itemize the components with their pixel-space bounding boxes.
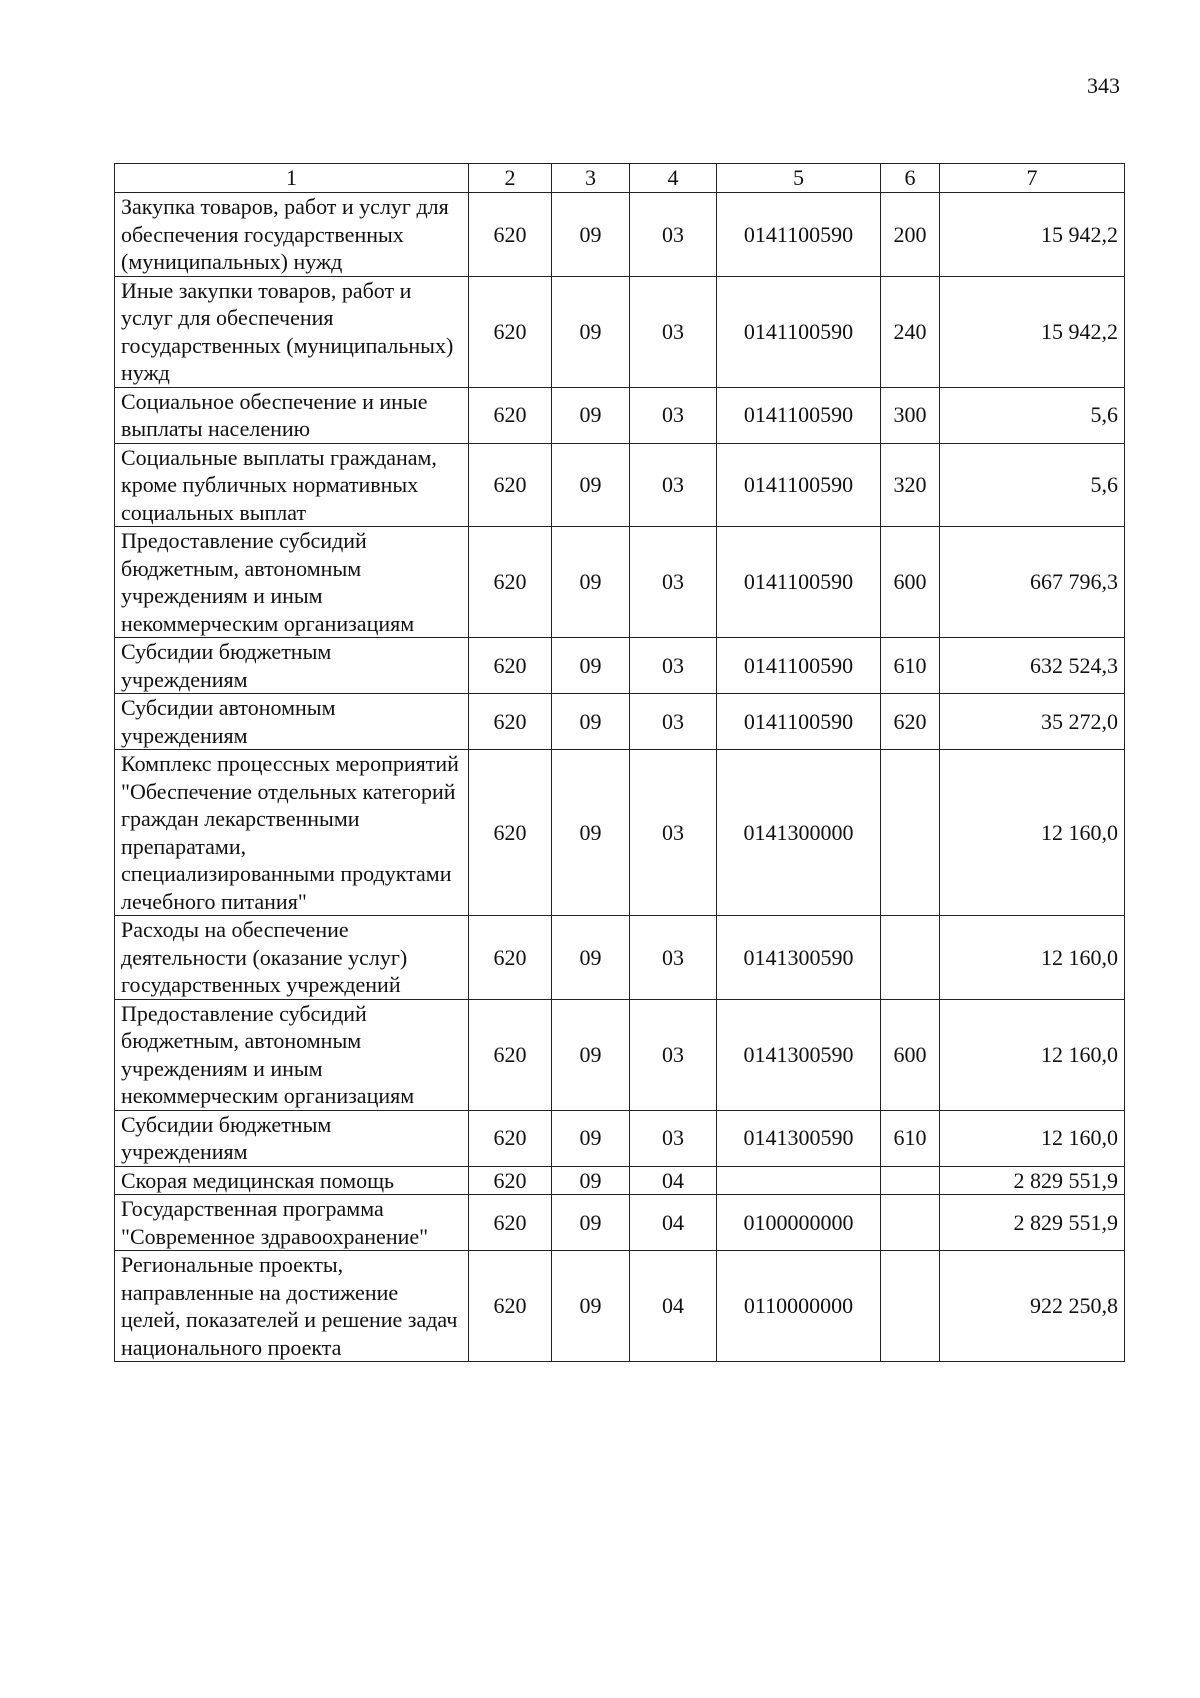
- section-code: 09: [552, 193, 630, 277]
- subsection-code: 03: [630, 443, 717, 527]
- expense-type: 320: [881, 443, 940, 527]
- ministry-code: 620: [469, 1166, 552, 1195]
- row-name: Закупка товаров, работ и услуг для обеспечения государственных (муниципальных) нужд: [115, 193, 469, 277]
- section-code: 09: [552, 999, 630, 1110]
- row-name: Социальное обеспечение и иные выплаты населению: [115, 387, 469, 443]
- target-article: 0141100590: [717, 527, 881, 638]
- table-row: [115, 638, 1125, 694]
- target-article: 0141300590: [717, 1110, 881, 1166]
- row-name: Субсидии бюджетным учреждениям: [115, 638, 469, 694]
- section-code: 09: [552, 1110, 630, 1166]
- table-row: [115, 1251, 1125, 1362]
- section-code: 09: [552, 276, 630, 387]
- subsection-code: 03: [630, 1110, 717, 1166]
- amount: 12 160,0: [940, 1110, 1125, 1166]
- expense-type: 240: [881, 276, 940, 387]
- row-name: Расходы на обеспечение деятельности (оказание услуг) государственных учреждений: [115, 916, 469, 1000]
- amount: 5,6: [940, 387, 1125, 443]
- row-name: Социальные выплаты гражданам, кроме публичных нормативных социальных выплат: [115, 443, 469, 527]
- expense-type: 620: [881, 694, 940, 750]
- ministry-code: 620: [469, 193, 552, 277]
- table-body: [115, 193, 1125, 1362]
- table-row: [115, 916, 1125, 1000]
- budget-table: [114, 163, 1125, 1362]
- section-code: 09: [552, 750, 630, 916]
- section-code: 09: [552, 443, 630, 527]
- row-name: Скорая медицинская помощь: [115, 1166, 469, 1195]
- table-row: [115, 999, 1125, 1110]
- subsection-code: 03: [630, 694, 717, 750]
- expense-type: [881, 1195, 940, 1251]
- target-article: 0110000000: [717, 1251, 881, 1362]
- row-name: Субсидии автономным учреждениям: [115, 694, 469, 750]
- subsection-code: 03: [630, 638, 717, 694]
- header-cell: 7: [940, 164, 1125, 193]
- target-article: 0141300000: [717, 750, 881, 916]
- subsection-code: 04: [630, 1251, 717, 1362]
- amount: 2 829 551,9: [940, 1166, 1125, 1195]
- table-row: [115, 276, 1125, 387]
- ministry-code: 620: [469, 1195, 552, 1251]
- row-name: Региональные проекты, направленные на достижение целей, показателей и решение задач национального проекта: [115, 1251, 469, 1362]
- section-code: 09: [552, 916, 630, 1000]
- page-number: 343: [1087, 73, 1120, 98]
- subsection-code: 03: [630, 387, 717, 443]
- section-code: 09: [552, 638, 630, 694]
- row-name: Государственная программа "Современное здравоохранение": [115, 1195, 469, 1251]
- ministry-code: 620: [469, 387, 552, 443]
- ministry-code: 620: [469, 527, 552, 638]
- target-article: 0141100590: [717, 193, 881, 277]
- row-name: Предоставление субсидий бюджетным, автономным учреждениям и иным некоммерческим организациям: [115, 527, 469, 638]
- expense-type: 610: [881, 1110, 940, 1166]
- table-row: [115, 1195, 1125, 1251]
- expense-type: 200: [881, 193, 940, 277]
- table-row: [115, 694, 1125, 750]
- subsection-code: 03: [630, 750, 717, 916]
- table-row: [115, 1110, 1125, 1166]
- ministry-code: 620: [469, 443, 552, 527]
- subsection-code: 03: [630, 193, 717, 277]
- expense-type: [881, 1166, 940, 1195]
- amount: 5,6: [940, 443, 1125, 527]
- table-row: [115, 443, 1125, 527]
- target-article: 0141100590: [717, 694, 881, 750]
- expense-type: [881, 750, 940, 916]
- table-row: [115, 193, 1125, 277]
- ministry-code: 620: [469, 638, 552, 694]
- ministry-code: 620: [469, 694, 552, 750]
- amount: 15 942,2: [940, 193, 1125, 277]
- ministry-code: 620: [469, 276, 552, 387]
- section-code: 09: [552, 1195, 630, 1251]
- amount: 12 160,0: [940, 750, 1125, 916]
- ministry-code: 620: [469, 750, 552, 916]
- amount: 2 829 551,9: [940, 1195, 1125, 1251]
- ministry-code: 620: [469, 999, 552, 1110]
- section-code: 09: [552, 1251, 630, 1362]
- expense-type: 300: [881, 387, 940, 443]
- row-name: Иные закупки товаров, работ и услуг для обеспечения государственных (муниципальных) нужд: [115, 276, 469, 387]
- subsection-code: 04: [630, 1166, 717, 1195]
- target-article: 0141100590: [717, 443, 881, 527]
- amount: 15 942,2: [940, 276, 1125, 387]
- subsection-code: 03: [630, 916, 717, 1000]
- target-article: 0100000000: [717, 1195, 881, 1251]
- table-row: [115, 527, 1125, 638]
- expense-type: [881, 1251, 940, 1362]
- ministry-code: 620: [469, 1110, 552, 1166]
- ministry-code: 620: [469, 1251, 552, 1362]
- row-name: Субсидии бюджетным учреждениям: [115, 1110, 469, 1166]
- target-article: 0141100590: [717, 638, 881, 694]
- target-article: 0141300590: [717, 999, 881, 1110]
- table-row: [115, 1166, 1125, 1195]
- expense-type: 600: [881, 999, 940, 1110]
- target-article: 0141100590: [717, 387, 881, 443]
- header-cell: 2: [469, 164, 552, 193]
- expense-type: 600: [881, 527, 940, 638]
- header-cell: 3: [552, 164, 630, 193]
- amount: 632 524,3: [940, 638, 1125, 694]
- section-code: 09: [552, 1166, 630, 1195]
- target-article: [717, 1166, 881, 1195]
- header-cell: 1: [115, 164, 469, 193]
- table-header-row: [115, 164, 1125, 193]
- row-name: Предоставление субсидий бюджетным, автономным учреждениям и иным некоммерческим организациям: [115, 999, 469, 1110]
- subsection-code: 04: [630, 1195, 717, 1251]
- expense-type: [881, 916, 940, 1000]
- target-article: 0141300590: [717, 916, 881, 1000]
- target-article: 0141100590: [717, 276, 881, 387]
- row-name: Комплекс процессных мероприятий "Обеспечение отдельных категорий граждан лекарственными препаратами, специализированными продуктами лечебного питания": [115, 750, 469, 916]
- header-cell: 4: [630, 164, 717, 193]
- table-row: [115, 750, 1125, 916]
- table-row: [115, 387, 1125, 443]
- section-code: 09: [552, 387, 630, 443]
- amount: 35 272,0: [940, 694, 1125, 750]
- ministry-code: 620: [469, 916, 552, 1000]
- subsection-code: 03: [630, 999, 717, 1110]
- subsection-code: 03: [630, 527, 717, 638]
- header-cell: 6: [881, 164, 940, 193]
- amount: 922 250,8: [940, 1251, 1125, 1362]
- amount: 12 160,0: [940, 999, 1125, 1110]
- amount: 667 796,3: [940, 527, 1125, 638]
- amount: 12 160,0: [940, 916, 1125, 1000]
- header-cell: 5: [717, 164, 881, 193]
- section-code: 09: [552, 694, 630, 750]
- subsection-code: 03: [630, 276, 717, 387]
- section-code: 09: [552, 527, 630, 638]
- expense-type: 610: [881, 638, 940, 694]
